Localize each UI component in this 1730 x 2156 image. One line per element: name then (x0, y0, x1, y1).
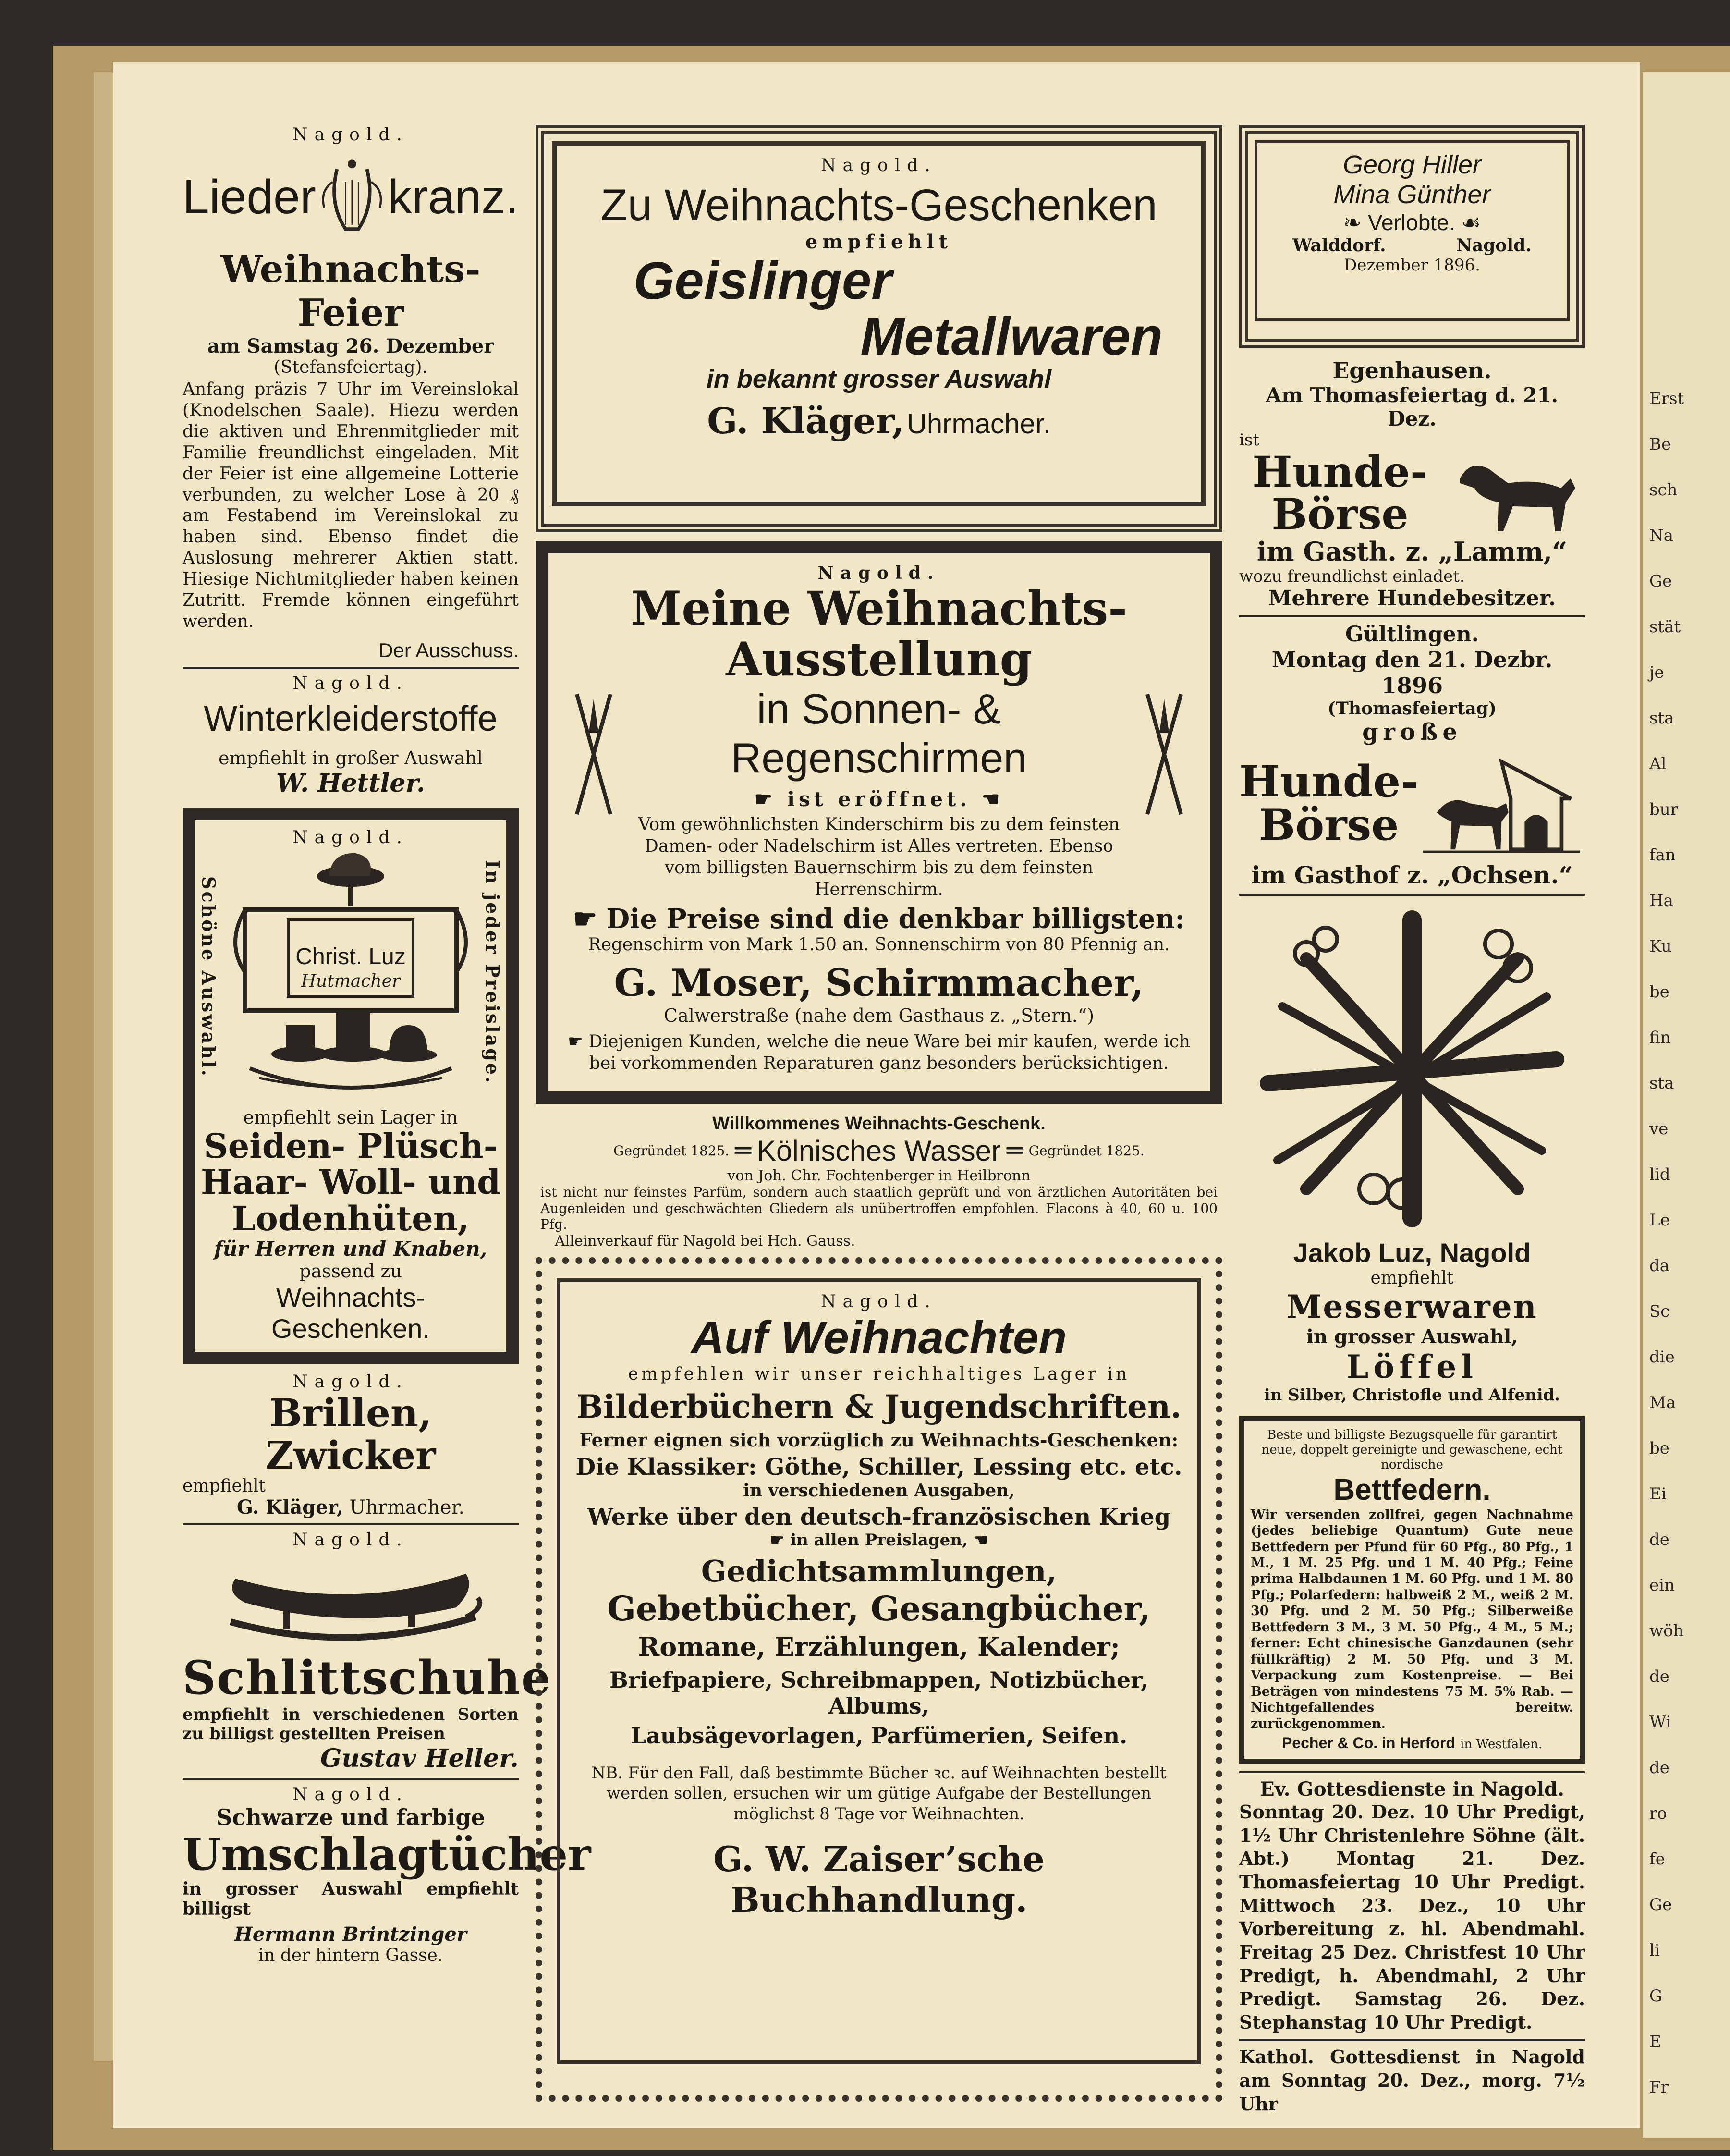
page-edge (94, 72, 113, 2061)
next-page-text-fragment: G (1649, 1986, 1663, 2006)
title: Meine Weihnachts-Ausstellung (631, 581, 1127, 686)
ad-brillen (183, 1372, 519, 1519)
trade: Uhrmacher. (349, 1496, 465, 1519)
next-page-text-fragment: sta (1649, 709, 1674, 728)
next-page-text-fragment: Wi (1649, 1713, 1671, 1732)
title: Umschlagtücher (183, 1828, 591, 1881)
place-label: Gültlingen. (1345, 622, 1479, 647)
trade: Uhrmacher. (906, 408, 1051, 440)
line1: Schwarze und farbige (216, 1804, 485, 1831)
next-page-text-fragment: E (1649, 2032, 1661, 2051)
place-2: Nagold. (1456, 235, 1532, 256)
addr: Calwerstraße (nahe dem Gasthaus z. „Stern.“) (663, 1005, 1095, 1027)
title: Brillen, Zwicker (265, 1390, 436, 1478)
title-part-a: Lieder (183, 170, 316, 224)
body: Vom gewöhnlichsten Kinderschirm bis zu dem feinsten Damen- oder Nadelschirm ist Alles vertreten. Ebenso vom billigsten Bauernschirm bis zu dem feinsten Herrenschirm. (638, 815, 1120, 900)
next-page-text-fragment: lid (1649, 1165, 1670, 1184)
heading: Weihnachts-Feier (220, 247, 481, 335)
l4: Die Klassiker: Göthe, Schiller, Lessing etc. etc. (575, 1453, 1182, 1481)
l2: Bilderbüchern & Jugendschriften. (576, 1387, 1182, 1425)
ad-jakob-luz-messerwaren (1239, 901, 1585, 1405)
prices: Die Preise sind die denkbar billigsten: (606, 903, 1185, 935)
footer: Diejenigen Kunden, welche die neue Ware bei mir kaufen, werde ich bei vorkommenden Reparaturen ganz besonders berücksichtigen. (588, 1032, 1190, 1074)
divider (183, 1523, 519, 1525)
next-page-fragment (1643, 72, 1730, 2138)
next-page-text-fragment: be (1649, 1439, 1669, 1458)
ad-winterkleiderstoffe (183, 674, 519, 798)
line3: Haar- Woll- und (200, 1162, 501, 1202)
next-page-text-fragment: Ei (1649, 1484, 1667, 1504)
line: empfiehlt in verschiedenen Sorten zu billigst gestellten Preisen (183, 1704, 519, 1744)
doghouse-icon (1418, 746, 1585, 861)
ad-christ-luz (183, 808, 519, 1364)
line5: für Herren und Knaben, (214, 1237, 487, 1261)
l6: Werke über den deutsch-französischen Krieg (587, 1503, 1171, 1531)
l1: Am Thomasfeiertag d. 21. Dez. (1266, 383, 1559, 430)
place-label: Nagold. (292, 1785, 409, 1805)
side-text-right: In jeder Preislage. (482, 859, 503, 1085)
title: Schlittschuhe (183, 1650, 552, 1705)
founded-right: Gegründet 1825. (1028, 1143, 1145, 1159)
pointing-hand-icon: ☛ (573, 903, 607, 935)
body: ist nicht nur feinstes Parfüm, sondern auch staatlich geprüft und von ärztlichen Autoritäten bei Augenleiden und geschwächten Gliedern als unübertroffen empfohlen. Flacons à 40, 60 u. 100 Pfg. (540, 1184, 1218, 1233)
nb: NB. Für den Fall, daß bestimmte Bücher ꝛc. auf Weihnachten bestellt werden sollen, ersuchen wir um gütige Aufgabe der Bestellungen möglichst 8 Tage vor Weihnachten. (591, 1763, 1167, 1824)
title-1: Hunde- (1239, 756, 1419, 807)
ad-gueltlingen-hundeboerse (1239, 622, 1585, 889)
l12: Laubsägevorlagen, Parfümerien, Seifen. (630, 1722, 1128, 1749)
line2: in grosser Auswahl empfiehlt billigst (183, 1879, 519, 1920)
l2: in grosser Auswahl, (1306, 1325, 1518, 1348)
next-page-text-fragment: be (1649, 982, 1669, 1002)
title-1: Messerwaren (1286, 1288, 1538, 1325)
lyre-icon (320, 151, 384, 243)
l2: ist (1239, 430, 1259, 450)
head: Beste und billigste Bezugsquelle für garantirt neue, doppelt gereinigte und gewaschene, echt nordische (1261, 1428, 1563, 1472)
title-2: Börse (1259, 799, 1399, 850)
addr: in der hintern Gasse. (258, 1946, 443, 1966)
pointing-hand-icon: ☛ (754, 787, 788, 811)
next-page-text-fragment: Ma (1649, 1393, 1676, 1412)
ad-egenhausen-hundeboerse (1239, 357, 1585, 611)
title: Ev. Gottesdienste in Nagold. (1260, 1778, 1564, 1801)
l4: im Gasthof z. „Ochsen.“ (1251, 861, 1573, 889)
pointing-hand-icon: ☛ (568, 1032, 589, 1052)
next-page-text-fragment: Sc (1649, 1302, 1670, 1321)
title-2: Börse (1271, 489, 1409, 539)
next-page-text-fragment: da (1649, 1256, 1670, 1275)
newspaper-page (113, 62, 1640, 2128)
ornament-icon: ☙ (1455, 210, 1481, 235)
title: Kölnisches Wasser (757, 1135, 1001, 1167)
shop-name: Christ. Luz (295, 943, 406, 969)
name: Hermann Brintzinger (234, 1923, 467, 1946)
ad-klaeger-metallwaren (536, 125, 1222, 532)
l4: wozu freundlichst einladet. (1239, 567, 1465, 586)
name: G. Kläger, (236, 1495, 343, 1519)
ad-liederkranz (183, 125, 519, 662)
line1: empfiehlt sein Lager in (243, 1106, 458, 1128)
maker: von Joh. Chr. Fochtenberger in Heilbronn (727, 1167, 1031, 1184)
ornament-icon: ❧ (1343, 210, 1368, 235)
title: Zu Weihnachts-Geschenken (600, 181, 1157, 230)
date-note: (Stefansfeiertag). (273, 357, 428, 377)
signature: Mehrere Hundebesitzer. (1268, 586, 1556, 611)
place-label: Nagold. (292, 1530, 409, 1550)
l5: in verschiedenen Ausgaben, (743, 1480, 1015, 1501)
verlobte: Verlobte. (1367, 210, 1455, 235)
l8: Gedichtsammlungen, (701, 1553, 1057, 1589)
divider (1239, 894, 1585, 896)
next-page-text-fragment: ein (1649, 1576, 1675, 1595)
next-page-text-fragment: Fr (1649, 2078, 1669, 2097)
next-page-text-fragment: Erst (1649, 389, 1684, 408)
liederkranz-title (183, 151, 519, 243)
dash-icon: ═ (735, 1135, 752, 1166)
line6: passend zu (299, 1260, 402, 1282)
divider (1239, 1771, 1585, 1773)
name-2: Mina Günther (1333, 180, 1491, 209)
next-page-text-fragment: ve (1649, 1119, 1669, 1139)
body: Sonntag 20. Dez. 10 Uhr Predigt, 1½ Uhr Christenlehre Söhne (ält. Abt.) Montag 21. Dez. Thomasfeiertag 10 Uhr Predigt. Mittwoch 23. Dez., 10 Uhr Vorbereitung z. hl. Abendmahl. Freitag 25 Dez. Christfest 10 Uhr Predigt, h. Abendmahl, 2 Uhr Predigt. Samstag 26. Dez. Stephanstag 10 Uhr Predigt. (1239, 1801, 1585, 2033)
founded-left: Gegründet 1825. (613, 1143, 730, 1159)
next-page-text-fragment: fin (1649, 1028, 1671, 1047)
sold-by: Alleinverkauf für Nagold bei Hch. Gauss. (555, 1232, 855, 1250)
line: empfiehlt in großer Auswahl (218, 747, 483, 769)
place-label: Nagold. (292, 827, 409, 847)
ad-zaiser-buchhandlung (536, 1257, 1222, 2102)
side-text-left: Schöne Auswahl. (198, 876, 219, 1078)
next-page-text-fragment: Ge (1649, 572, 1672, 591)
next-page-text-fragment: die (1649, 1348, 1675, 1367)
column-right (1239, 125, 1585, 2116)
ad-moser-schirme (536, 541, 1222, 1104)
place-label: Nagold. (292, 1372, 409, 1392)
next-page-text-fragment: stät (1649, 617, 1681, 637)
l9: Gebetbücher, Gesangbücher, (607, 1588, 1151, 1629)
next-page-text-fragment: Be (1649, 435, 1671, 454)
script-line-2: Metallwaren (860, 306, 1163, 366)
next-page-text-fragment: Al (1649, 754, 1667, 773)
umbrella-icon (1138, 685, 1191, 819)
next-page-text-fragment: de (1649, 1667, 1669, 1686)
name-1: Georg Hiller (1342, 150, 1482, 179)
title: Bettfedern. (1333, 1473, 1491, 1507)
name: Gustav Heller. (320, 1744, 519, 1774)
script-line-3: in bekannt grosser Auswahl (706, 365, 1052, 393)
next-page-text-fragment: Ge (1649, 1895, 1672, 1914)
title-1: Hunde- (1252, 447, 1428, 497)
line2: Seiden- Plüsch- (204, 1126, 498, 1166)
l3: im Gasth. z. „Lamm,“ (1256, 536, 1568, 567)
l7: in allen Preislagen, (790, 1530, 968, 1550)
next-page-text-fragment: wöh (1649, 1621, 1684, 1641)
date: Dezember 1896. (1344, 256, 1480, 275)
title: Winterkleiderstoffe (204, 698, 498, 738)
title: Auf Weihnachten (691, 1311, 1067, 1363)
l10: Romane, Erzählungen, Kalender; (638, 1631, 1120, 1662)
cutlery-icon (1249, 901, 1575, 1237)
divider (183, 1778, 519, 1780)
line7: Weihnachts-Geschenken. (271, 1282, 430, 1344)
l3: in Silber, Christofle und Alfenid. (1264, 1385, 1560, 1405)
firm: Pecher & Co. in Herford (1281, 1734, 1455, 1752)
next-page-text-fragment: li (1649, 1941, 1660, 1960)
l1: Montag den 21. Dezbr. 1896 (1271, 647, 1553, 698)
place-label: Nagold. (817, 563, 940, 583)
place-label: Egenhausen. (1332, 357, 1492, 383)
title-part-b: kranz. (388, 170, 519, 224)
head: Willkommenes Weihnachts-Geschenk. (712, 1114, 1046, 1134)
line: empfiehlt (805, 231, 953, 253)
body-text: Anfang präzis 7 Uhr im Vereinslokal (Knodelschen Saale). Hiezu werden die aktiven und Ehrenmitglieder mit Familie freundlichst eingeladen. Mit der Feier ist eine allgemeine Lotterie verbunden, zu welcher Lose à 20 ₰ am Festabend im Vereinslokal zu haben sind. Ebenso findet die Auslosung mehrerer Aktien statt. Hiesige Nichtmitglieder haben keinen Zutritt. Fremde können eingeführt werden. (183, 380, 519, 631)
name: G. Moser, Schirmmacher, (614, 961, 1144, 1005)
script-line-1: Geislinger (634, 251, 892, 310)
hat-illustration (200, 847, 501, 1107)
prices-detail: Regenschirm von Mark 1.50 an. Sonnenschirm von 80 Pfennig an. (588, 935, 1170, 955)
name: G. W. Zaiser’sche Buchhandlung. (713, 1838, 1045, 1921)
column-middle (536, 125, 1222, 2102)
loc: in Westfalen. (1460, 1737, 1543, 1752)
ad-schlittschuhe (183, 1530, 552, 1774)
ad-koelnisch-wasser (536, 1114, 1222, 1250)
l3: Ferner eignen sich vorzüglich zu Weihnachts-Geschenken: (579, 1429, 1179, 1451)
l1: empfehlen wir unser reichhaltiges Lager in (628, 1364, 1130, 1384)
date: am Samstag 26. Dezember (207, 335, 494, 357)
next-page-text-fragment: sch (1649, 480, 1678, 500)
pointing-hand-icon: ☚ (970, 787, 1004, 811)
title-2: Löffel (1346, 1348, 1478, 1385)
next-page-text-fragment: fe (1649, 1850, 1665, 1869)
pointing-hand-icon: ☛ (769, 1530, 791, 1550)
signature: Der Ausschuss. (378, 638, 519, 662)
name: Jakob Luz, Nagold (1293, 1237, 1531, 1268)
next-page-text-fragment: Le (1649, 1211, 1670, 1230)
next-page-text-fragment: bur (1649, 800, 1678, 819)
next-page-text-fragment: Ha (1649, 891, 1673, 910)
l3: große (1362, 719, 1462, 746)
subtitle: in Sonnen- & Regenschirmen (731, 685, 1027, 782)
l11: Briefpapiere, Schreibmappen, Notizbücher, Albums, (609, 1666, 1149, 1719)
ad-umschlagtuecher (183, 1785, 591, 1966)
next-page-text-fragment: je (1649, 663, 1664, 682)
pointing-hand-icon: ☚ (967, 1530, 988, 1550)
hound-icon (1441, 450, 1585, 536)
skate-icon (216, 1550, 485, 1651)
divider (1239, 2039, 1585, 2041)
line: empfiehlt (183, 1476, 266, 1496)
place-label: Nagold. (821, 156, 937, 175)
ad-verlobung (1239, 125, 1585, 348)
next-page-text-fragment: Ku (1649, 937, 1672, 956)
line4: Lodenhüten, (231, 1199, 470, 1239)
umbrella-icon (567, 685, 620, 819)
next-page-text-fragment: ro (1649, 1804, 1667, 1823)
column-left (183, 125, 591, 1966)
divider (183, 667, 519, 669)
ad-bettfedern (1239, 1416, 1585, 1764)
next-page-text-fragment: sta (1649, 1074, 1674, 1093)
divider (1239, 615, 1585, 617)
place-label: Nagold. (821, 1291, 937, 1311)
next-page-text-fragment: fan (1649, 845, 1676, 865)
place-label: Nagold. (292, 125, 409, 145)
dash-icon: ═ (1006, 1135, 1023, 1166)
line: empfiehlt (1370, 1268, 1454, 1288)
name: G. Kläger, (707, 401, 904, 442)
next-page-text-fragment: de (1649, 1530, 1669, 1549)
next-page-text-fragment: Na (1649, 526, 1674, 545)
place-label: Nagold. (292, 673, 409, 693)
next-page-text-fragment: de (1649, 1758, 1669, 1777)
shop-trade: Hutmacher (301, 971, 401, 991)
l2: (Thomasfeiertag) (1328, 698, 1497, 719)
place-1: Walddorf. (1292, 235, 1386, 256)
catholic: Kathol. Gottesdienst in Nagold am Sonntag 20. Dez., morg. 7½ Uhr (1239, 2046, 1585, 2115)
name: W. Hettler. (276, 768, 426, 798)
opened: ist eröffnet. (787, 787, 971, 811)
body: Wir versenden zollfrei, gegen Nachnahme (jedes beliebige Quantum) Gute neue Bettfedern per Pfund für 60 Pfg., 80 Pfg., 1 M., 1 M. 25 Pfg. und 1 M. 40 Pfg.; Feine prima Halbdaunen 1 M. 60 Pfg. und 1 M. 80 Pfg.; Polarfedern: halbweiß 2 M., weiß 2 M. 30 Pfg. und 2 M. 50 Pfg.; Silberweiße Bettfedern 3 M., 3 M. 50 Pfg., 4 M., 5 M.; ferner: Echt chinesische Ganzdaunen (sehr füllkräftig) 2 M. 50 Pfg. und 3 M. Verpackung zum Kostenpreise. — Bei Beträgen von mindestens 75 M. 5% Rab. — Nichtgefallendes bereitw. zurückgenommen. (1251, 1507, 1573, 1731)
ad-gottesdienste (1239, 1778, 1585, 2116)
